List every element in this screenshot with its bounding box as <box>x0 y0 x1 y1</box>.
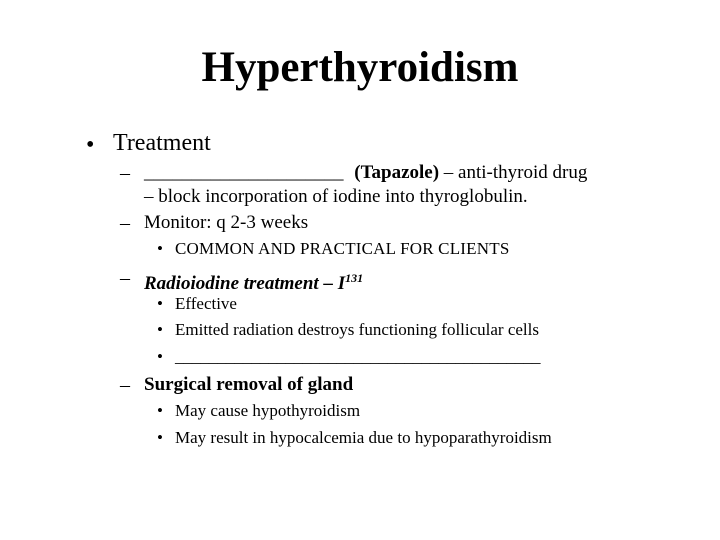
bullet-hypocalcemia: • <box>157 428 163 447</box>
emitted-radiation-text: Emitted radiation destroys functioning follicular cells <box>175 320 539 339</box>
hypothyroidism-text: May cause hypothyroidism <box>175 401 361 420</box>
bullet-treatment: • <box>86 132 95 158</box>
hypocalcemia-text: May result in hypocalcemia due to hypoparathyroidism <box>175 428 552 447</box>
dash-radioiodine: – <box>120 267 130 289</box>
dash-monitor: – <box>120 212 130 234</box>
radioiodine-text <box>144 266 363 296</box>
bullet-hypothyroidism: • <box>157 401 163 420</box>
drug-blank: _____________________ <box>144 162 344 183</box>
radioiodine-superscript: 131 <box>345 271 364 285</box>
drug-name: (Tapazole) <box>354 162 440 183</box>
bullet-blank: • <box>157 347 163 366</box>
drug-line-2: – block incorporation of iodine into thyroglobulin. <box>144 186 528 207</box>
drug-line-1 <box>144 161 587 185</box>
dash-drug: – <box>120 162 130 184</box>
drug-description: – anti-thyroid drug <box>439 162 588 183</box>
bullet-emitted: • <box>157 320 163 339</box>
monitor-text: Monitor: q 2-3 weeks <box>144 212 309 233</box>
common-practical-text: COMMON AND PRACTICAL FOR CLIENTS <box>175 239 510 258</box>
bullet-effective: • <box>157 294 163 313</box>
treatment-label: Treatment <box>113 130 211 156</box>
slide-title: Hyperthyroidism <box>201 44 519 91</box>
surgical-text: Surgical removal of gland <box>144 374 354 395</box>
radioiodine-blank: ___________________________________________ <box>175 347 541 366</box>
dash-surgical: – <box>120 374 130 396</box>
radioiodine-label: Radioiodine treatment – I <box>144 273 346 294</box>
effective-text: Effective <box>175 294 237 313</box>
bullet-common: • <box>157 239 163 258</box>
